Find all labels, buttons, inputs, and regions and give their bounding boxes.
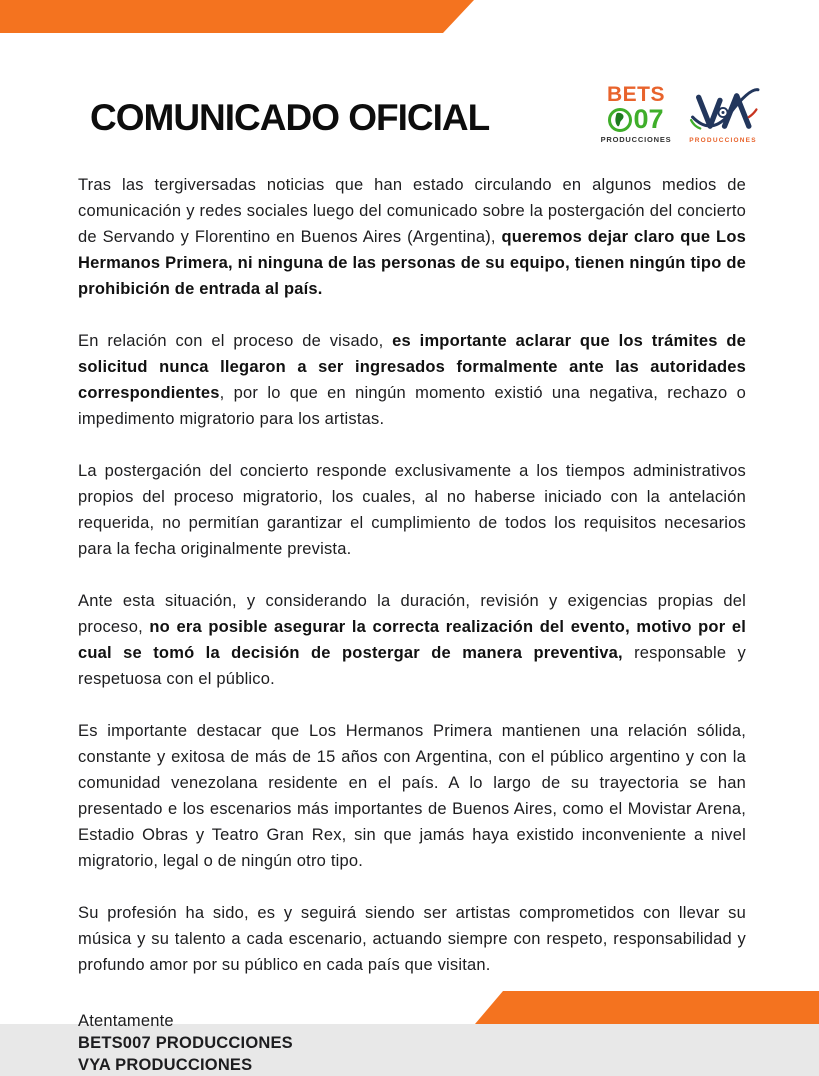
text-segment: La postergación del concierto responde exclusivamente a los tiempos administrativos propios del proceso migratorio, los cuales, al no haberse iniciado con la antelación requerida, no permitían garantizar el cumplimiento de todos los requisitos necesarios para la fecha originalmente prevista. — [78, 462, 746, 558]
body-paragraph — [78, 172, 746, 302]
statement-body — [78, 172, 746, 1076]
signature-company-vya: VYA PRODUCCIONES — [78, 1056, 253, 1074]
bold-text-segment: queremos dejar claro que Los Hermanos Primera, ni ninguna de las personas de su equipo, tienen ningún tipo de prohibición de entrada al país. — [78, 228, 746, 298]
vya-caption: PRODUCCIONES — [689, 137, 757, 144]
bets007-caption: PRODUCCIONES — [600, 135, 672, 144]
page-title: COMUNICADO OFICIAL — [90, 97, 490, 138]
signature-closing: Atentamente — [78, 1012, 174, 1030]
body-paragraph — [78, 718, 746, 874]
text-segment: , por lo que en ningún momento existió una negativa, rechazo o impedimento migratorio para los artistas. — [78, 384, 746, 428]
body-paragraph — [78, 328, 746, 432]
bold-text-segment: no era posible asegurar la correcta realización del evento, motivo por el cual se tomó la decisión de postergar de manera preventiva, — [78, 618, 747, 662]
text-segment: responsable y respetuosa con el público. — [78, 644, 746, 688]
body-paragraph — [78, 900, 746, 978]
vya-monogram-icon — [683, 86, 763, 136]
bets007-wordmark: BETS — [606, 83, 665, 106]
text-segment: Tras las tergiversadas noticias que han estado circulando en algunos medios de comunicación y redes sociales luego del comunicado sobre la postergación del concierto de Servando y Florentino en Buenos Aires (Argentina), — [78, 176, 746, 246]
paragraph-list — [78, 172, 746, 978]
vya-logo — [683, 84, 763, 144]
globe-icon — [608, 108, 632, 132]
bold-text-segment: es importante aclarar que los trámites de solicitud nunca llegaron a ser ingresados formalmente ante las autoridades correspondientes — [78, 332, 746, 402]
text-segment: Ante esta situación, y considerando la duración, revisión y exigencias propias del proceso, — [78, 592, 746, 636]
text-segment: Es importante destacar que Los Hermanos Primera mantienen una relación sólida, constante y exitosa de más de 15 años con Argentina, con el público argentino y con la comunidad venezolana residente en el país. A lo largo de su trayectoria se han presentado e los escenarios más importantes de Buenos Aires, como el Movistar Arena, Estadio Obras y Teatro Gran Rex, sin que jamás haya existido inconveniente a nivel migratorio, legal o de ningún otro tipo. — [78, 722, 746, 870]
bets007-digit-text: 07 — [633, 104, 664, 134]
body-paragraph — [78, 588, 746, 692]
signature-company-bets007: BETS007 PRODUCCIONES — [78, 1034, 293, 1052]
text-segment: En relación con el proceso de visado, — [78, 332, 393, 350]
body-paragraph — [78, 458, 746, 562]
bets007-digits — [599, 106, 673, 133]
bets007-logo — [599, 84, 673, 144]
text-segment: Su profesión ha sido, es y seguirá siendo ser artistas comprometidos con llevar su música y su talento a cada escenario, actuando siempre con respeto, responsabilidad y profundo amor por su público en cada país que visitan. — [78, 904, 746, 974]
top-orange-band — [0, 0, 474, 33]
signature-block — [78, 1010, 746, 1076]
logo-group — [599, 84, 763, 144]
